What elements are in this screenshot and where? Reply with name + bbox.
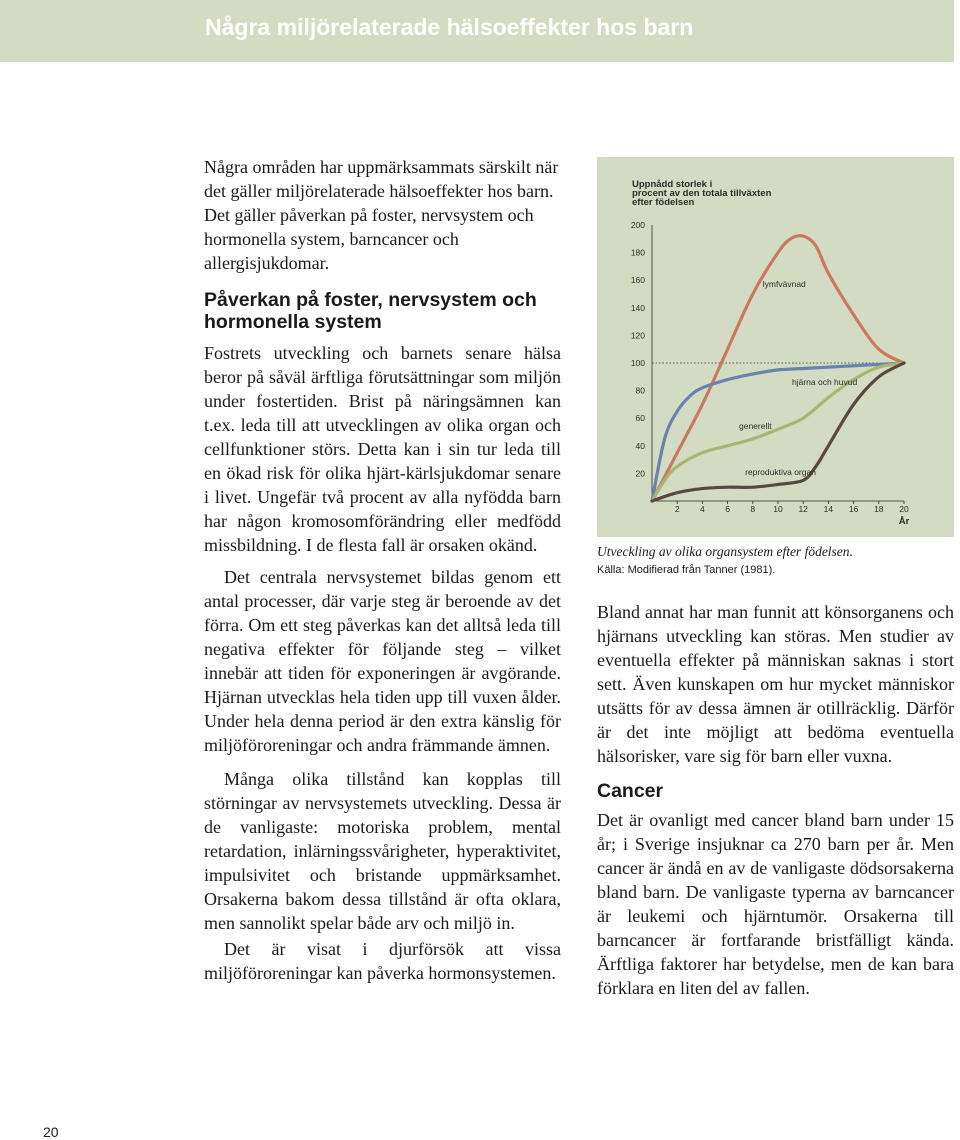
x-tick-label: 8 (750, 504, 756, 514)
y-axis-title: Uppnådd storlek i (632, 179, 713, 190)
right-column (597, 600, 954, 1000)
y-tick-label: 180 (630, 247, 645, 258)
y-tick-label: 120 (630, 330, 645, 341)
series-label: hjärna och huvud (792, 377, 858, 388)
x-tick-label: 12 (798, 504, 808, 514)
section-heading-cancer: Cancer (597, 780, 664, 802)
body-paragraph: Det är ovanligt med cancer bland barn under 15 år; i Sverige insjuknar ca 270 barn per år. Men cancer är ändå en av de vanligaste dödsorsakerna bland barn. De vanligaste typerna av barncancer är leukemi och hjärntumör. Orsakerna till barncancer är fortfarande bristfälligt kända. Ärftliga faktorer har betydelse, men de kan bara förklara en liten del av fallen. (597, 810, 954, 998)
body-paragraph: Det är visat i djurförsök att vissa miljöföroreningar kan påverka hormonsystemen. (204, 939, 561, 983)
y-axis-title: efter födelsen (632, 197, 695, 208)
page-number: 20 (43, 1124, 59, 1140)
y-tick-label: 20 (635, 468, 645, 479)
body-paragraph: Fostrets utveckling och barnets senare hälsa beror på såväl ärftliga förutsättningar som miljön under fostertiden. Brist på näringsämnen kan t.ex. leda till att utvecklingen av olika organ och cellfunktioner störs. Detta kan i sin tur leda till en ökad risk för olika hjärt-kärlsjukdomar senare i livet. Ungefär två procent av alla nyfödda barn har någon kromosomförändring eller medfödd missbildning. I de flesta fall är orsaken okänd. (204, 343, 561, 555)
x-tick-label: 14 (823, 504, 834, 514)
x-tick-label: 16 (848, 504, 859, 514)
x-tick-label: 4 (700, 504, 705, 514)
y-axis-title: procent av den totala tillväxten (632, 188, 772, 199)
page-header-band (0, 0, 954, 62)
x-tick-label: 10 (773, 504, 783, 514)
growth-chart (597, 157, 954, 537)
page-header-title: Några miljörelaterade hälsoeffekter hos barn (205, 14, 694, 40)
x-tick-label: 6 (725, 504, 730, 514)
x-axis-title: År (898, 516, 910, 527)
series-label: reproduktiva organ (745, 466, 816, 477)
y-tick-label: 60 (635, 413, 645, 424)
x-tick-label: 18 (874, 504, 884, 514)
series-label: generellt (739, 421, 772, 432)
y-tick-label: 40 (635, 440, 645, 451)
x-tick-label: 2 (674, 504, 680, 514)
figure-source: Källa: Modifierad från Tanner (1981). (597, 564, 776, 576)
body-paragraph: Bland annat har man funnit att könsorganens och hjärnans utveckling kan störas. Men studier av eventuella effekter på människan saknas i stort sett. Även kunskapen om hur mycket människor utsätts för av dessa ämnen är otillräcklig. Därför är det inte möjligt att bedöma eventuella hälsorisker, vare sig för barn eller vuxna. (597, 602, 954, 766)
body-paragraph: Många olika tillstånd kan kopplas till störningar av nervsystemets utveckling. Dessa är de vanligaste: motoriska problem, mental retardation, inlärningssvårigheter, hyperaktivitet, impulsivitet och bristande uppmärksamhet. Orsakerna bakom dessa tillstånd är ofta oklara, men sannolikt spelar både arv och miljö in. (204, 769, 561, 933)
y-tick-label: 200 (630, 220, 645, 230)
x-tick-label: 20 (899, 504, 909, 514)
growth-chart-figure (597, 157, 954, 537)
y-tick-label: 160 (630, 275, 645, 286)
intro-paragraph: Några områden har uppmärksammats särskilt när det gäller miljörelaterade hälsoeffekter hos barn. Det gäller påverkan på foster, nervsystem och hormonella system, barncancer och allergisjukdomar. (204, 157, 559, 273)
y-tick-label: 100 (630, 358, 645, 368)
body-paragraph: Det centrala nervsystemet bildas genom ett antal processer, där varje steg är beroende av det förra. Om ett steg påverkas kan det alltså leda till negativa effekter för följande steg – vilket innebär att tiden för exponeringen är avgörande. Hjärnan utvecklas hela tiden upp till vuxen ålder. Under hela denna period är den extra känslig för miljöföroreningar och andra främmande ämnen. (204, 567, 561, 755)
y-tick-label: 140 (630, 302, 645, 313)
left-column (204, 155, 561, 985)
series-label: lymfvävnad (762, 279, 806, 290)
section-heading-fetus-nervous-system: Påverkan på foster, nervsystem och hormonella system (204, 289, 537, 333)
y-tick-label: 80 (635, 385, 645, 396)
figure-caption: Utveckling av olika organsystem efter födelsen. (597, 544, 853, 559)
